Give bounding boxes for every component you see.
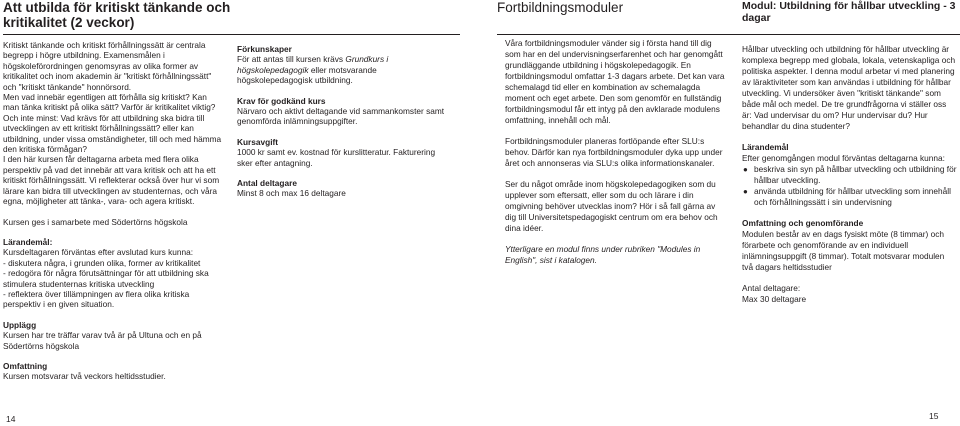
participants-value: Max 30 deltagare: [742, 294, 807, 304]
spacer: [237, 127, 449, 137]
pass-text: Närvaro och aktivt deltagande vid sammankomster samt genomförda inlämningsuppgifter.: [237, 106, 445, 127]
prereq-text-part: eller motsvarande högskolepedagogisk utbildning.: [237, 64, 377, 86]
module-info-column: [505, 38, 727, 266]
goal-lead: Efter genomgången modul förväntas deltagarna kunna:: [742, 153, 945, 163]
spacer: [3, 310, 223, 320]
goal-list: [742, 164, 957, 208]
module-intro: Hållbar utveckling och utbildning för hållbar utveckling är komplexa begrepp med globala, lokala, vetenskapliga och politiska aspekter. I denna modul arbetar vi med planering av läraktiviteter som kan användas i utbildning för hållbar utveckling. Vi undersöker även "kritiskt tänkande" som både mål och medel. De tre grundfrågorna vi ställer oss är: Vad undervisar du om? Hur undervisar du? Hur behandlar du dina studenter?: [742, 44, 956, 131]
scope-heading: Omfattning och genomförande: [742, 218, 864, 228]
prereq-heading: Förkunskaper: [237, 44, 292, 54]
participants-label: Antal deltagare:: [742, 283, 801, 293]
prereq-text-part: För att antas till kursen krävs: [237, 54, 346, 65]
setup-heading: Upplägg: [3, 319, 37, 330]
goal-heading: Lärandemål: [742, 142, 789, 152]
intro-text: Kritiskt tänkande och kritiskt förhållningssätt är centrala begrepp i högre utbildning. Examensmålen i högskoleförordningen genomsyras av olika former av kritikalitet och inom akademin är "kritiskt förhållningssätt" och "kritiskt tänkande" honnörsord.: [3, 40, 212, 92]
body-text: I den här kursen får deltagarna arbeta med flera olika perspektiv på vad det innebär att vara kritisk och att ha ett kritiskt förhållningssätt. Vi reflekterar också över hur vi som lärare kan bidra till utvecklingen av studenternas, och våra egna, möjligheter att tänka-, vara- och agera kritiskt.: [3, 154, 220, 207]
prereq-text: [237, 54, 449, 85]
spacer: [742, 132, 957, 142]
page-number-left: 14: [6, 414, 16, 424]
outcome-item: - reflektera över tillämpningen av flera olika kritiska perspektiv i en given situation.: [3, 288, 190, 310]
spacer: [3, 207, 223, 217]
participants-text: Minst 8 och max 16 deltagare: [237, 188, 346, 199]
fee-heading: Kursavgift: [237, 136, 279, 147]
section-title: Fortbildningsmoduler: [497, 0, 624, 15]
sustainability-module-column: [742, 44, 957, 305]
spacer: [742, 273, 957, 283]
outcomes-lead: Kursdeltagaren förväntas efter avslutad kurs kunna:: [3, 247, 194, 258]
spacer: [3, 227, 223, 237]
page-number-right: 15: [929, 411, 939, 421]
questions-text: Men vad innebär egentligen att förhålla sig kritiskt? Kan man tänka kritiskt på olika sätt? Varför är kritikalitet viktig? Och inte minst: Vad krävs för att utbildning ska bidra till utvecklingen av ett kritiskt förhållningssätt? eller kan utbildning, under vissa omständigheter, till och med hämma den kritiska förmågan?: [3, 92, 222, 155]
goal-list-item: ● använda utbildning för hållbar utveckling som innehåll och förhållningssätt i sin undervisning: [742, 186, 957, 208]
spacer: [742, 208, 957, 218]
page-title-left: Att utbilda för kritiskt tänkande och kritikalitet (2 veckor): [3, 0, 231, 30]
course-description-column: [3, 40, 223, 382]
module-title: Modul: Utbildning för hållbar utveckling - 3 dagar: [742, 0, 956, 24]
header-rule-right: [497, 34, 960, 35]
pass-heading: Krav för godkänd kurs: [237, 95, 326, 106]
prereq-course-name: Grundkurs i högskolepedagogik: [237, 54, 389, 75]
spacer: [505, 126, 727, 136]
module-info-note: Ytterligare en modul finns under rubriken "Modules in English", sist i katalogen.: [505, 244, 701, 265]
fee-text: 1000 kr samt ev. kostnad för kurslitteratur. Fakturering sker efter antagning.: [237, 147, 436, 168]
spacer: [237, 168, 449, 178]
outcome-item: - diskutera några, i grunden olika, former av kritikalitet: [3, 257, 201, 268]
goal-list-item: ● beskriva sin syn på hållbar utveckling och utbildning för hållbar utveckling.: [742, 164, 957, 186]
spacer: [3, 351, 223, 361]
spacer: [237, 86, 449, 96]
scope-heading: Omfattning: [3, 360, 48, 371]
module-info-text: Ser du något område inom högskolepedagogiken som du upplever som eftersatt, eller som du och lärare i din omgivning behöver utvecklas inom? Hör i så fall gärna av dig till Universitetspedagogiskt centrum om era behov och dina idéer.: [505, 179, 718, 233]
module-info-text: Våra fortbildningsmoduler vänder sig i första hand till dig som har en del undervisningserfarenhet och har genomgått grundläggande utbildning i högskolepedagogik. En fortbildningsmodul omfattar 1-3 dagars arbete. Det kan vara schemalagd tid eller en kombination av schemalagda moment och eget arbete. Den som genomför en fullständig fortbildningsmodul får ett intyg på den avklarade modulens omfattning, innehåll och mål.: [505, 38, 725, 125]
scope-text: Kursen motsvarar två veckors heltidsstudier.: [3, 371, 166, 382]
outcome-item: - redogöra för några förutsättningar för att utbildning ska stimulera studenternas kritiska utveckling: [3, 268, 209, 289]
setup-text: Kursen har tre träffar varav två är på Ultuna och en på Södertörns högskola: [3, 330, 202, 351]
outcomes-heading: Lärandemål:: [3, 236, 53, 247]
spacer: [505, 169, 727, 179]
spacer: [505, 234, 727, 244]
collab-text: Kursen ges i samarbete med Södertörns högskola: [3, 216, 188, 227]
course-facts-column: [237, 44, 449, 199]
module-info-text: Fortbildningsmoduler planeras fortlöpande efter SLU:s behov. Därför kan nya fortbildningsmoduler dyka upp under året och annonseras via SLU:s olika informationskanaler.: [505, 136, 723, 168]
scope-text: Modulen består av en dags fysiskt möte (8 timmar) och förarbete och genomförande av en individuell inlämningsuppgift (8 timmar). Totalt motsvarar modulen två dagars heltidsstudier: [742, 229, 945, 272]
participants-heading: Antal deltagare: [237, 178, 297, 189]
header-rule-left: [3, 34, 460, 35]
